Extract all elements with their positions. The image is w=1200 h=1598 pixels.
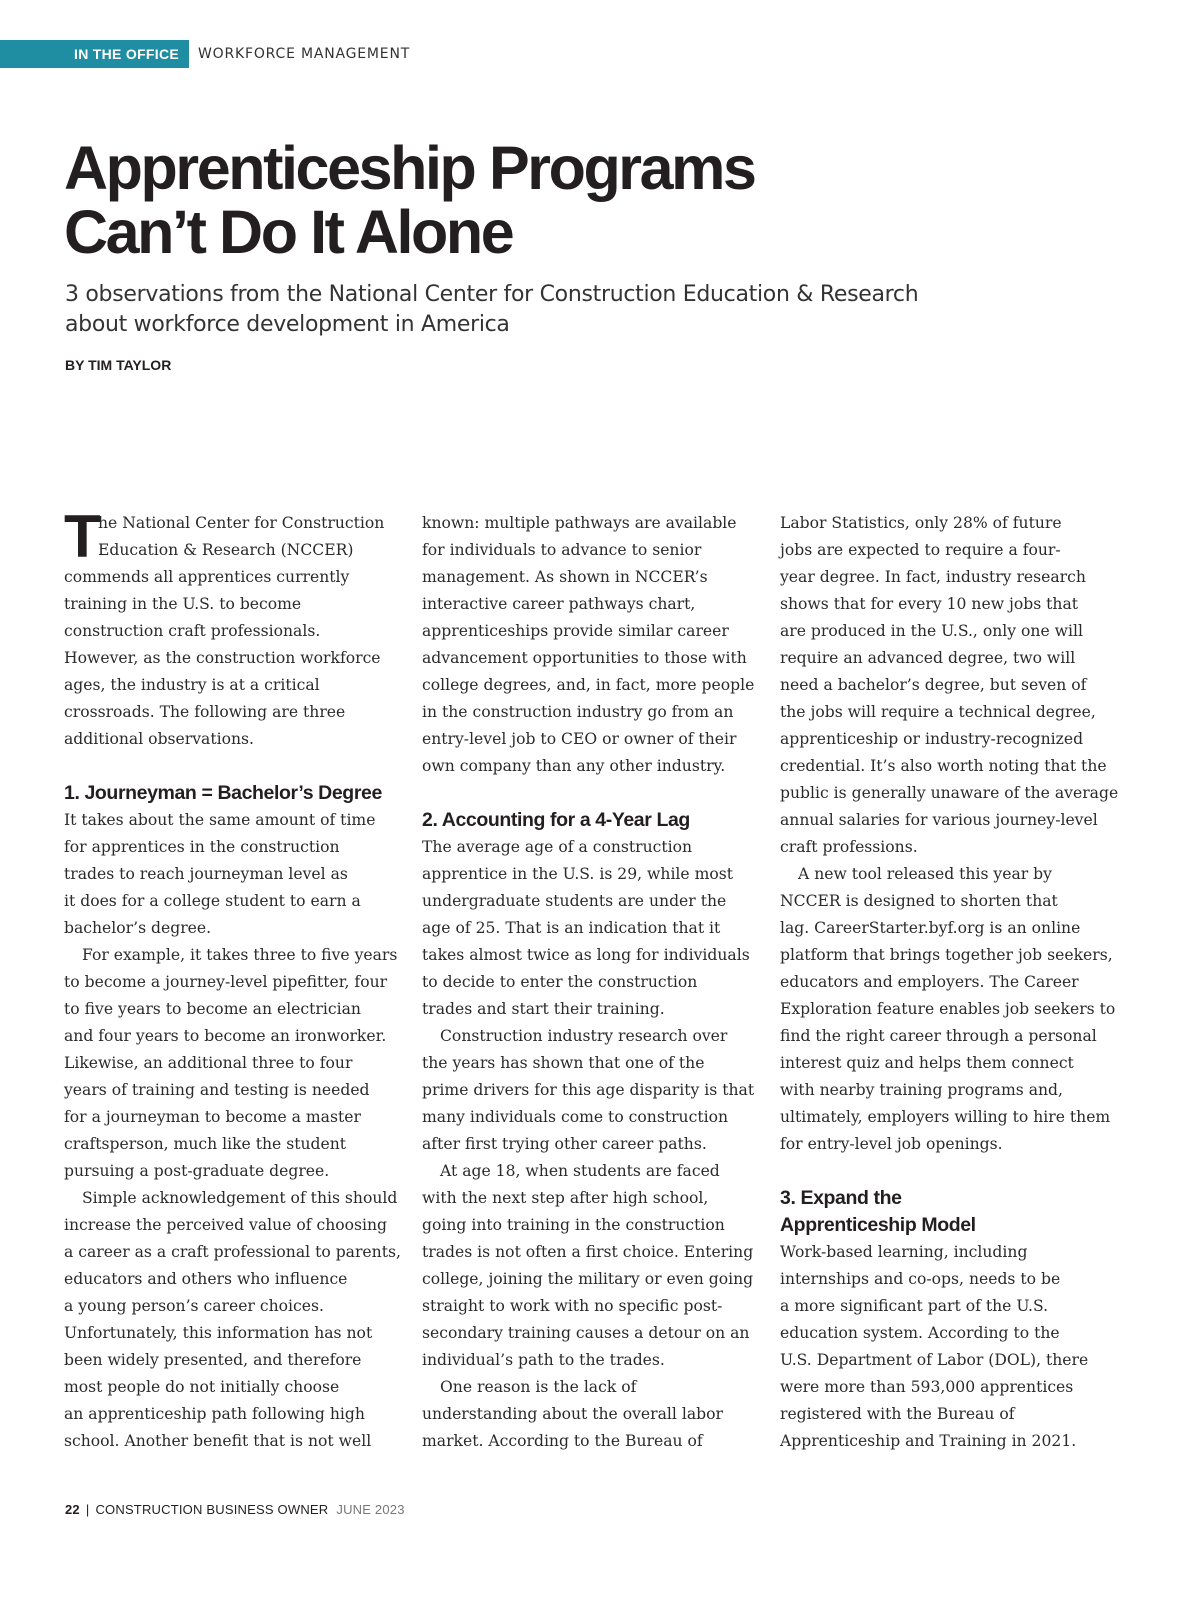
- subheading: 1. Journeyman = Bachelor’s Degree: [64, 782, 382, 804]
- body-text-line: many individuals come to construction: [422, 1108, 729, 1126]
- body-text-line: U.S. Department of Labor (DOL), there: [780, 1351, 1089, 1369]
- body-text-line: takes almost twice as long for individuals: [422, 946, 750, 964]
- body-text-line: apprenticeships provide similar career: [422, 622, 729, 640]
- body-text-line: credential. It’s also worth noting that the: [780, 757, 1107, 775]
- article-column-3: [780, 510, 1120, 1455]
- paragraph-gap: [64, 753, 404, 780]
- article-deck: [65, 280, 1045, 340]
- section-header: [0, 40, 410, 68]
- body-text-line: training in the U.S. to become: [64, 595, 302, 613]
- body-text-line: interest quiz and helps them connect: [780, 1054, 1074, 1072]
- body-text-line: entry-level job to CEO or owner of their: [422, 730, 737, 748]
- body-text-line: require an advanced degree, two will: [780, 649, 1076, 667]
- body-text-line: Education & Research (NCCER): [98, 541, 354, 559]
- subheading: 2. Accounting for a 4-Year Lag: [422, 809, 690, 831]
- body-text-line: increase the perceived value of choosing: [64, 1216, 388, 1234]
- body-text-line: to decide to enter the construction: [422, 973, 698, 991]
- body-text-line: in the construction industry go from an: [422, 703, 734, 721]
- body-text-line: the years has shown that one of the: [422, 1054, 705, 1072]
- body-text-line: with the next step after high school,: [422, 1189, 709, 1207]
- body-text-line: ultimately, employers willing to hire them: [780, 1108, 1111, 1126]
- body-text-line: college degrees, and, in fact, more people: [422, 676, 755, 694]
- body-text-line: own company than any other industry.: [422, 757, 726, 775]
- body-text-line: One reason is the lack of: [440, 1378, 637, 1396]
- body-text-line: were more than 593,000 apprentices: [780, 1378, 1074, 1396]
- body-text-line: trades and start their training.: [422, 1000, 665, 1018]
- headline-line: Can’t Do It Alone: [64, 198, 513, 266]
- body-text-line: he National Center for Construction: [98, 514, 385, 532]
- body-text-line: trades to reach journeyman level as: [64, 865, 348, 883]
- body-text-line: ages, the industry is at a critical: [64, 676, 320, 694]
- body-text-line: construction craft professionals.: [64, 622, 321, 640]
- body-text-line: apprentice in the U.S. is 29, while most: [422, 865, 734, 883]
- body-text-line: prime drivers for this age disparity is that: [422, 1081, 755, 1099]
- body-text-line: known: multiple pathways are available: [422, 514, 737, 532]
- body-text-line: pursuing a post-graduate degree.: [64, 1162, 330, 1180]
- body-text-line: for a journeyman to become a master: [64, 1108, 361, 1126]
- body-text-line: for entry-level job openings.: [780, 1135, 1003, 1153]
- body-text-line: a career as a craft professional to parents,: [64, 1243, 401, 1261]
- body-text-line: most people do not initially choose: [64, 1378, 340, 1396]
- body-text-line: It takes about the same amount of time: [64, 811, 376, 829]
- article-column-2: [422, 510, 762, 1455]
- body-text-line: additional observations.: [64, 730, 254, 748]
- body-text-line: college, joining the military or even going: [422, 1270, 754, 1288]
- body-text-line: bachelor’s degree.: [64, 919, 212, 937]
- body-text-line: craft professions.: [780, 838, 918, 856]
- article-headline: [64, 136, 964, 264]
- body-text-line: with nearby training programs and,: [780, 1081, 1063, 1099]
- body-text-line: platform that brings together job seekers,: [780, 946, 1113, 964]
- body-text-line: annual salaries for various journey-level: [780, 811, 1098, 829]
- body-text-line: going into training in the construction: [422, 1216, 725, 1234]
- deck-line: 3 observations from the National Center for Construction Education & Research: [65, 282, 919, 307]
- body-text-line: for apprentices in the construction: [64, 838, 340, 856]
- body-text-line: it does for a college student to earn a: [64, 892, 361, 910]
- body-text-line: the jobs will require a technical degree,: [780, 703, 1096, 721]
- body-text-line: Labor Statistics, only 28% of future: [780, 514, 1062, 532]
- paragraph-gap: [780, 1158, 1120, 1185]
- body-text-line: understanding about the overall labor: [422, 1405, 723, 1423]
- body-text-line: For example, it takes three to five years: [82, 946, 398, 964]
- body-text-line: NCCER is designed to shorten that: [780, 892, 1058, 910]
- body-text-line: public is generally unaware of the average: [780, 784, 1119, 802]
- subheading: Apprenticeship Model: [780, 1214, 976, 1236]
- section-tag: IN THE OFFICE: [0, 40, 189, 68]
- body-text-line: craftsperson, much like the student: [64, 1135, 347, 1153]
- body-text-line: interactive career pathways chart,: [422, 595, 696, 613]
- body-text-line: and four years to become an ironworker.: [64, 1027, 387, 1045]
- body-text-line: Unfortunately, this information has not: [64, 1324, 373, 1342]
- body-text-line: lag. CareerStarter.byf.org is an online: [780, 919, 1081, 937]
- body-text-line: year degree. In fact, industry research: [780, 568, 1086, 586]
- body-text-line: internships and co-ops, needs to be: [780, 1270, 1061, 1288]
- page-number: 22: [65, 1502, 80, 1517]
- body-text-line: Apprenticeship and Training in 2021.: [780, 1432, 1077, 1450]
- body-text-line: to five years to become an electrician: [64, 1000, 361, 1018]
- body-text-line: advancement opportunities to those with: [422, 649, 747, 667]
- body-text-line: jobs are expected to require a four-: [780, 541, 1061, 559]
- body-text-line: for individuals to advance to senior: [422, 541, 702, 559]
- body-text-line: The average age of a construction: [422, 838, 693, 856]
- body-text-line: been widely presented, and therefore: [64, 1351, 362, 1369]
- body-text-line: At age 18, when students are faced: [440, 1162, 720, 1180]
- section-category: WORKFORCE MANAGEMENT: [198, 46, 411, 62]
- body-text-line: A new tool released this year by: [798, 865, 1052, 883]
- body-text-line: years of training and testing is needed: [64, 1081, 370, 1099]
- body-text-line: educators and employers. The Career: [780, 973, 1079, 991]
- footer-separator: |: [85, 1502, 90, 1517]
- paragraph-gap: [422, 780, 762, 807]
- body-text-line: apprenticeship or industry-recognized: [780, 730, 1084, 748]
- body-text-line: age of 25. That is an indication that it: [422, 919, 721, 937]
- body-text-line: after first trying other career paths.: [422, 1135, 707, 1153]
- article-column-1: [64, 503, 404, 1455]
- body-text-line: school. Another benefit that is not well: [64, 1432, 372, 1450]
- body-text-line: commends all apprentices currently: [64, 568, 350, 586]
- deck-line: about workforce development in America: [65, 312, 510, 337]
- body-text-line: individual’s path to the trades.: [422, 1351, 665, 1369]
- body-text-line: a more significant part of the U.S.: [780, 1297, 1049, 1315]
- body-text-line: Likewise, an additional three to four: [64, 1054, 353, 1072]
- page-footer: [65, 1502, 405, 1517]
- body-text-line: Exploration feature enables job seekers to: [780, 1000, 1116, 1018]
- body-text-line: market. According to the Bureau of: [422, 1432, 703, 1450]
- body-text-line: Simple acknowledgement of this should: [82, 1189, 398, 1207]
- issue-date: JUNE 2023: [336, 1502, 405, 1517]
- drop-cap: T: [64, 503, 101, 570]
- byline: BY TIM TAYLOR: [65, 357, 172, 373]
- body-text-line: a young person’s career choices.: [64, 1297, 324, 1315]
- body-text-line: registered with the Bureau of: [780, 1405, 1015, 1423]
- body-text-line: straight to work with no specific post-: [422, 1297, 723, 1315]
- body-text-line: secondary training causes a detour on an: [422, 1324, 750, 1342]
- body-text-line: trades is not often a first choice. Entering: [422, 1243, 754, 1261]
- body-text-line: Construction industry research over: [440, 1027, 728, 1045]
- body-text-line: shows that for every 10 new jobs that: [780, 595, 1079, 613]
- publication-name: CONSTRUCTION BUSINESS OWNER: [95, 1502, 329, 1517]
- body-text-line: to become a journey-level pipefitter, four: [64, 973, 388, 991]
- body-text-line: Work-based learning, including: [780, 1243, 1028, 1261]
- body-text-line: find the right career through a personal: [780, 1027, 1097, 1045]
- body-text-line: management. As shown in NCCER’s: [422, 568, 708, 586]
- headline-line: Apprenticeship Programs: [64, 134, 755, 202]
- body-text-line: undergraduate students are under the: [422, 892, 727, 910]
- body-text-line: are produced in the U.S., only one will: [780, 622, 1083, 640]
- body-text-line: education system. According to the: [780, 1324, 1060, 1342]
- body-text-line: need a bachelor’s degree, but seven of: [780, 676, 1087, 694]
- body-text-line: an apprenticeship path following high: [64, 1405, 365, 1423]
- subheading: 3. Expand the: [780, 1187, 902, 1209]
- body-text-line: educators and others who influence: [64, 1270, 348, 1288]
- body-text-line: However, as the construction workforce: [64, 649, 381, 667]
- body-text-line: crossroads. The following are three: [64, 703, 346, 721]
